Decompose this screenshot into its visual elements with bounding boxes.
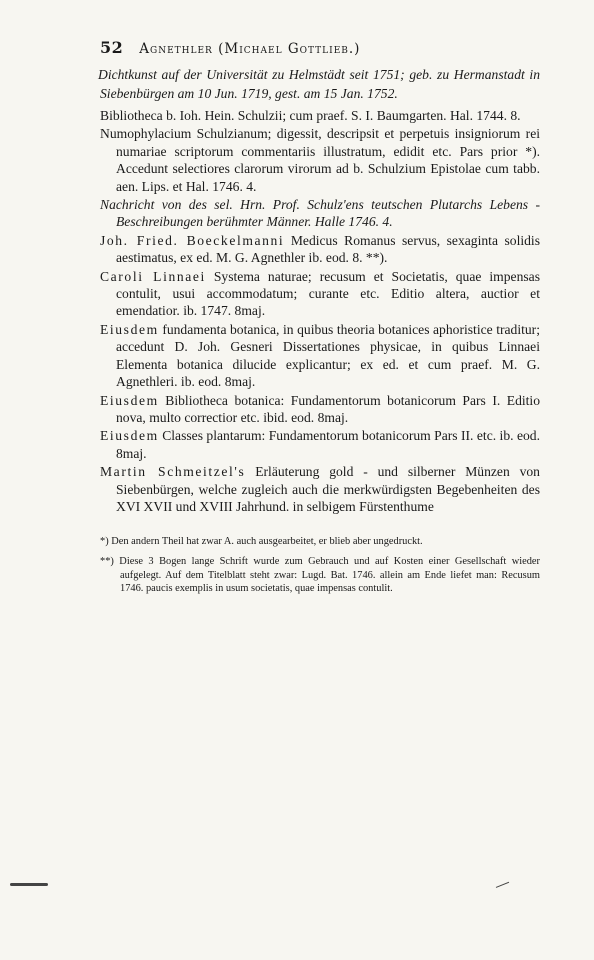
author-name: Eiusdem <box>100 428 159 444</box>
ink-mark <box>496 882 512 896</box>
author-name: Caroli Linnaei <box>100 268 206 284</box>
footnote: *) Den andern Theil hat zwar A. auch ausgearbeitet, er blieb aber ungedruckt. <box>100 536 423 548</box>
bibliography-entry: Eiusdem fundamenta botanica, in quibus theoria botanices aphoristice traditur; accedunt D. Joh. Gesneri Dissertationes physicae, in quibus Linnaei Elementa botanica dilucide explicantur; ex ed. et cum praef. M. G. Agnethleri. ib. eod. 8maj. <box>100 321 540 390</box>
bibliography-entry: Eiusdem Classes plantarum: Fundamentorum botanicorum Pars II. etc. ib. eod. 8maj. <box>100 428 540 461</box>
author-name: Eiusdem <box>100 392 159 408</box>
author-name: Eiusdem <box>100 321 159 337</box>
bibliography-entry: Nachricht von des sel. Hrn. Prof. Schulz'ens teutschen Plutarchs Lebens - Beschreibungen berühmter Männer. Halle 1746. 4. <box>100 197 540 230</box>
author-name: Martin Schmeitzel's <box>100 464 246 480</box>
running-title: Agnethler (Michael Gottlieb.) <box>139 41 361 57</box>
footnote: **) Diese 3 Bogen lange Schrift wurde zum Gebrauch und auf Kosten einer Gesellschaft wieder aufgelegt. Auf dem Titelblatt steht zwar: Lugd. Bat. 1746. allein am Ende liefet man: Recusum 1746. paucis exemplis in usum societatis, quae impensas contulit. <box>100 555 540 595</box>
bibliography-entry: Numophylacium Schulzianum; digessit, descripsit et perpetuis insigniorum rei numariae scriptorum commentariis illustratum, edidit etc. Pars prior *). Accedunt selectiores clarorum virorum ad b. Schulzium Epistolae cum tabb. aen. Lips. et Hal. 1746. 4. <box>100 126 540 194</box>
book-page <box>100 38 540 602</box>
footnotes <box>100 535 540 595</box>
bibliography-entry: Martin Schmeitzel's Erläuterung gold - und silberner Münzen von Siebenbürgen, welche zugleich auch die merkwürdigsten Begebenheiten des XVI XVII und XVIII Jahrhund. in selbigem Fürstenthume <box>100 464 540 514</box>
bibliography-entry: Caroli Linnaei Systema naturae; recusum et Societatis, quae impensas contulit, usui accommodatum; curante etc. Editio altera, auctior et emendatior. ib. 1747. 8maj. <box>100 268 541 319</box>
bibliography-entry: Bibliotheca b. Ioh. Hein. Schulzii; cum praef. S. I. Baumgarten. Hal. 1744. 8. <box>100 108 521 123</box>
running-head <box>100 38 540 57</box>
page-number: 52 <box>100 38 124 57</box>
bibliography-entry: Eiusdem Bibliotheca botanica: Fundamentorum botanicorum Pars I. Editio nova, multo correctior etc. ibid. eod. 8maj. <box>100 392 540 425</box>
bibliography-list <box>100 107 540 515</box>
author-name: Joh. Fried. Boeckelmanni <box>100 232 285 248</box>
biographical-intro: Dichtkunst auf der Universität zu Helmstädt seit 1751; geb. zu Hermanstadt in Siebenbürgen am 10 Jun. 1719, gest. am 15 Jan. 1752. <box>98 67 540 101</box>
bibliography-entry: Joh. Fried. Boeckelmanni Medicus Romanus servus, sexaginta solidis aestimatus, ex ed. M. G. Agnethler ib. eod. 8. **). <box>100 232 540 266</box>
ink-mark <box>10 883 48 886</box>
